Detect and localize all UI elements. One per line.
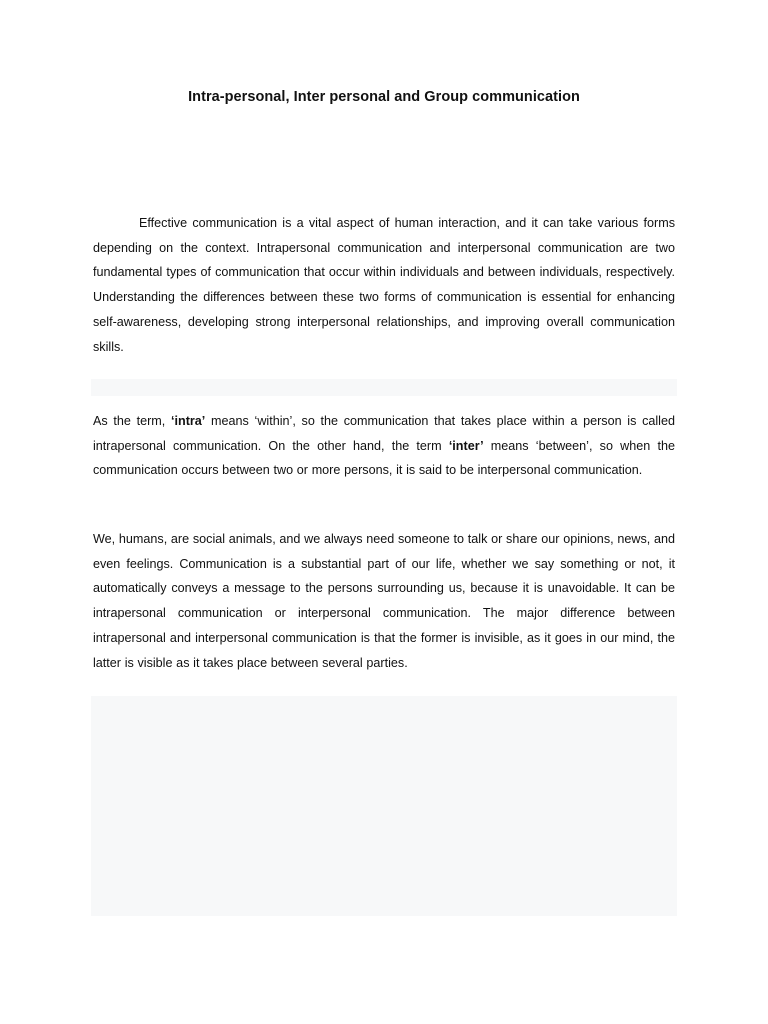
paragraph-text: means ‘within’, so the communication that takes place within a person is called intrapersonal communication. On the other hand, the term [93, 414, 675, 453]
bold-term-inter: ‘inter’ [448, 438, 484, 453]
paragraph-text: means ‘between’, so when the communication occurs between two or more persons, it is said to be interpersonal communication. [93, 438, 675, 478]
blank-band [91, 379, 677, 396]
document-title: Intra-personal, Inter personal and Group communication [188, 89, 580, 105]
paragraph-social: We, humans, are social animals, and we always need someone to talk or share our opinions, news, and even feelings. Communication is a substantial part of our life, whether we say something or not, it automatically conveys a message to the persons surrounding us, because it is unavoidable. It can be intrapersonal communication or interpersonal communication. The major difference between intrapersonal and interpersonal communication is that the former is invisible, as it goes in our mind, the latter is visible as it takes place between several parties. [93, 532, 675, 670]
paragraph-definitions [93, 409, 675, 483]
paragraph-intro: Effective communication is a vital aspect of human interaction, and it can take various forms depending on the context. Intrapersonal communication and interpersonal communication are two fundamental types of communication that occur within individuals and between individuals, respectively. Understanding the differences between these two forms of communication is essential for enhancing self-awareness, developing strong interpersonal relationships, and improving overall communication skills. [93, 216, 675, 354]
bold-term-intra: ‘intra’ [171, 414, 206, 428]
blank-image-area [91, 696, 677, 916]
paragraph-text: As the term, [93, 414, 172, 428]
